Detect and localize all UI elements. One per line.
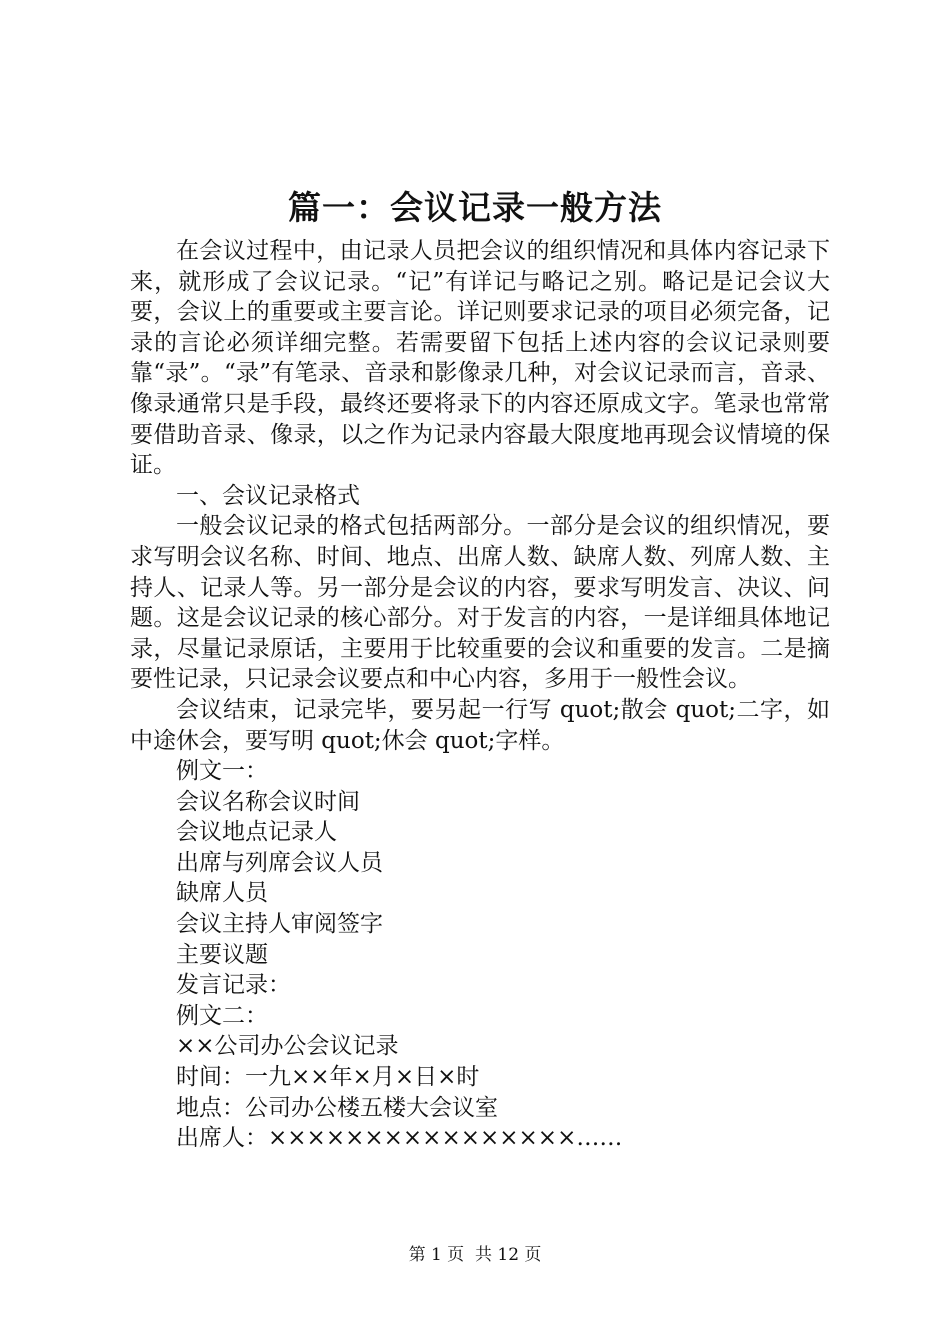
paragraph-ending: 会议结束，记录完毕，要另起一行写 quot;散会 quot;二字，如中途休会，要写明 quot;休会 quot;字样。 xyxy=(130,696,830,754)
example-line: 出席与列席会议人员 xyxy=(176,849,383,876)
example-one-heading: 例文一： xyxy=(176,758,268,785)
example-line: 时间：一九××年×月×日×时 xyxy=(176,1064,480,1091)
section-heading-format: 一、会议记录格式 xyxy=(176,482,360,509)
example-line: 地点：公司办公楼五楼大会议室 xyxy=(176,1094,498,1121)
page-footer xyxy=(0,1243,950,1267)
example-line: 会议地点记录人 xyxy=(176,819,337,846)
example-line: 发言记录： xyxy=(176,972,291,999)
document-body xyxy=(130,236,830,1154)
example-line: 会议名称会议时间 xyxy=(176,788,360,815)
example-line: 会议主持人审阅签字 xyxy=(176,911,383,938)
example-line: ××公司办公会议记录 xyxy=(176,1033,399,1060)
paragraph-format: 一般会议记录的格式包括两部分。一部分是会议的组织情况，要求写明会议名称、时间、地点、出席人数、缺席人数、列席人数、主持人、记录人等。另一部分是会议的内容，要求写明发言、决议、问题。这是会议记录的核心部分。对于发言的内容，一是详细具体地记录，尽量记录原话，主要用于比较重要的会议和重要的发言。二是摘要性记录，只记录会议要点和中心内容，多用于一般性会议。 xyxy=(130,513,830,693)
page-title: 篇一：会议记录一般方法 xyxy=(288,188,662,227)
example-line: 缺席人员 xyxy=(176,880,268,907)
example-line: 主要议题 xyxy=(176,941,268,968)
paragraph-intro: 在会议过程中，由记录人员把会议的组织情况和具体内容记录下来，就形成了会议记录。“记”有详记与略记之别。略记是记会议大要，会议上的重要或主要言论。详记则要求记录的项目必须完备，记录的言论必须详细完整。若需要留下包括上述内容的会议记录则要靠“录”。“录”有笔录、音录和影像录几种，对会议记录而言，音录、像录通常只是手段，最终还要将录下的内容还原成文字。笔录也常常要借助音录、像录，以之作为记录内容最大限度地再现会议情境的保证。 xyxy=(130,238,830,479)
page-number: 第 1 页 共 12 页 xyxy=(408,1245,542,1265)
example-two-heading: 例文二： xyxy=(176,1002,268,1029)
example-line: 出席人：××××××××××××××××…… xyxy=(176,1125,623,1152)
